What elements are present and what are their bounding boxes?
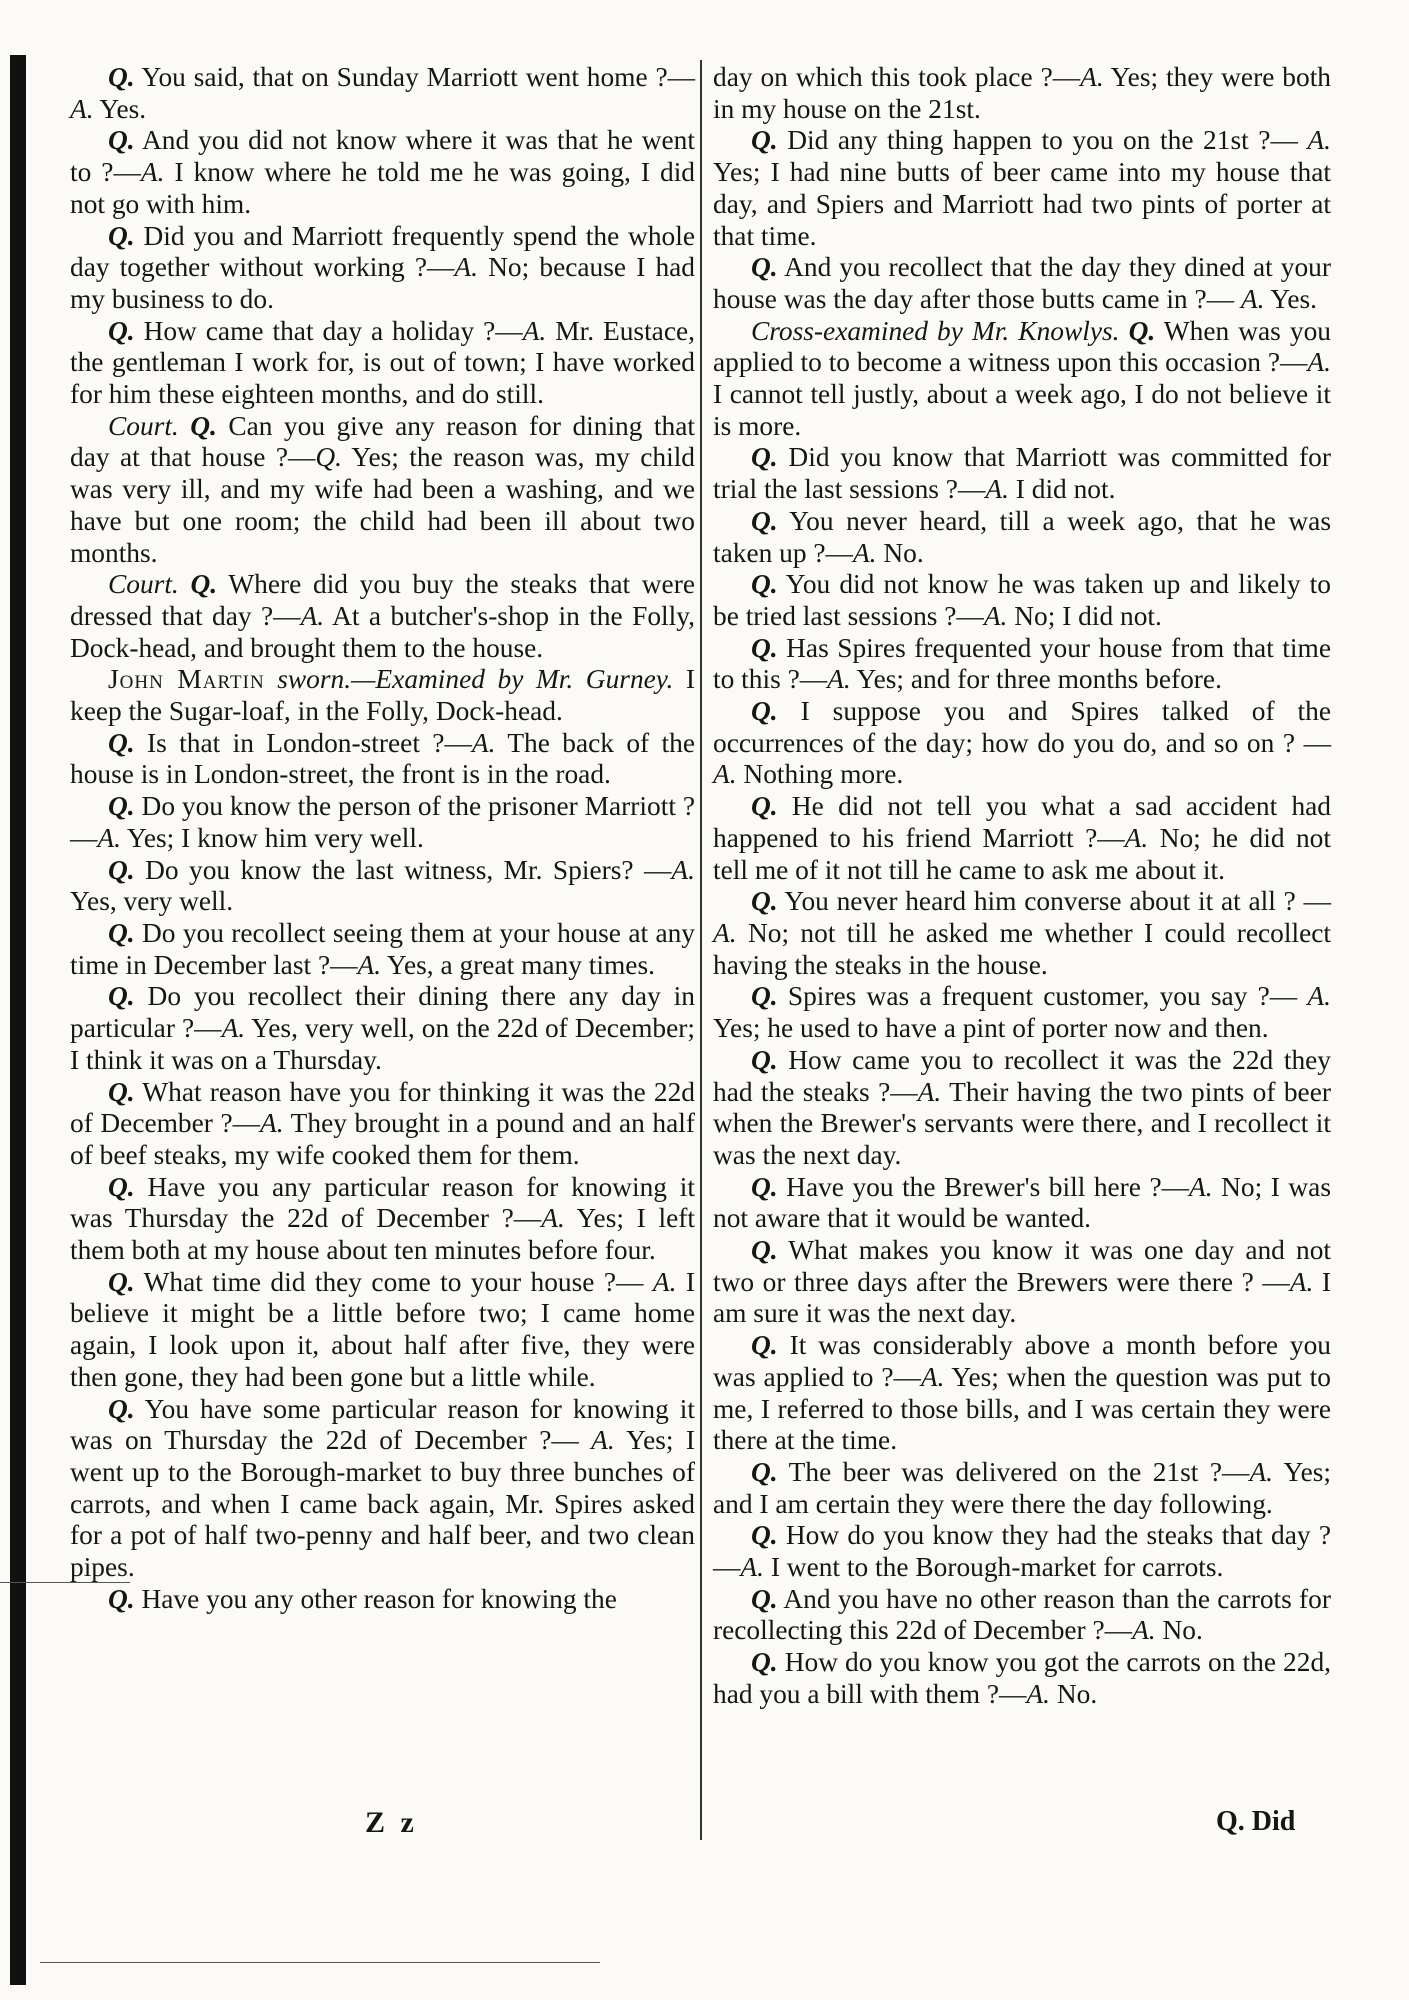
answer-text: Yes; when the question was put to me, I referred to those bills, and I was certain they were there at the time.: [713, 1361, 1331, 1456]
question-text: He did not tell you what a sad accident had happened to his friend Marriott ?—: [713, 791, 1331, 853]
answer-mark: A.: [740, 1552, 764, 1583]
answer-mark: A.: [300, 600, 325, 631]
testimony-paragraph: [713, 442, 1331, 505]
right-column: [713, 62, 1331, 1711]
question-mark: Q.: [108, 1583, 135, 1614]
continued-text: day on which this took place ?—: [713, 62, 1081, 92]
question-mark: Q.: [108, 917, 135, 948]
question-mark: Q.: [751, 1044, 778, 1075]
answer-text: At a butcher's-shop in the Folly, Dock-head, and brought them to the house.: [70, 600, 695, 663]
testimony-paragraph: [70, 664, 695, 727]
answer-text: I did not.: [1008, 474, 1116, 505]
answer-mark: A.: [140, 157, 165, 188]
answer-mark: A.: [713, 759, 737, 790]
question-text: It was considerably above a month before you was applied to ?—: [713, 1330, 1331, 1392]
question-text: Can you give any reason for dining that day at that house ?—: [70, 410, 695, 473]
testimony-paragraph: [70, 728, 695, 791]
question-mark: Q.: [108, 220, 135, 251]
question-text: Have you the Brewer's bill here ?—: [777, 1171, 1190, 1202]
question-mark: Q.: [108, 315, 135, 346]
answer-text: Yes; they were both in my house on the 21st.: [713, 62, 1331, 124]
answer-mark: A.: [1307, 981, 1331, 1012]
answer-text: Yes; I left them both at my house about ten minutes before four.: [70, 1203, 695, 1266]
testimony-paragraph: [713, 1330, 1331, 1457]
answer-mark: A.: [985, 474, 1009, 505]
answer-mark: A.: [1240, 283, 1265, 314]
question-text: What makes you know it was one day and not two or three days after the Brewers were there ? —: [713, 1235, 1331, 1297]
question-mark: Q.: [751, 505, 778, 536]
question-mark: Q.: [108, 125, 135, 156]
testimony-paragraph: [713, 316, 1331, 443]
testimony-paragraph: [713, 1647, 1331, 1710]
question-mark: Q.: [751, 981, 778, 1012]
answer-mark: A.: [1289, 1266, 1314, 1297]
answer-mark: A.: [1080, 62, 1104, 92]
answer-mark: A.: [713, 917, 737, 948]
testimony-paragraph: [713, 1235, 1331, 1330]
testimony-paragraph: [713, 1172, 1331, 1235]
answer-text: I cannot tell justly, about a week ago, I do not believe it is more.: [713, 379, 1331, 441]
question-text: How came you to recollect it was the 22d they had the steaks ?—: [713, 1044, 1331, 1107]
question-mark: Q.: [751, 791, 778, 822]
testimony-paragraph: [70, 981, 695, 1076]
question-text: When was you applied to to become a witness upon this occasion ?—: [713, 315, 1331, 378]
answer-mark: A.: [827, 664, 851, 695]
answer-mark: A.: [1124, 822, 1149, 853]
testimony-paragraph: [713, 569, 1331, 632]
answer-text: Yes.: [93, 93, 147, 124]
answer-text: No; I was not aware that it would be wanted.: [713, 1171, 1331, 1234]
answer-text: No.: [1155, 1615, 1203, 1646]
question-text: What time did they come to your house ?—: [134, 1266, 653, 1297]
testimony-paragraph: [713, 981, 1331, 1044]
question-text: How came that day a holiday ?—: [134, 315, 523, 346]
testimony-paragraph: [713, 633, 1331, 696]
testimony-paragraph: [713, 1584, 1331, 1647]
answer-text: Yes; the reason was, my child was very ill, and my wife had been a washing, and we have but one room; the child had been ill about two months.: [70, 442, 695, 568]
left-column: [70, 62, 695, 1615]
question-mark: Q.: [751, 125, 778, 156]
speaker-label: Court.: [108, 569, 179, 600]
question-text: Did any thing happen to you on the 21st ?—: [777, 125, 1308, 156]
question-mark: Q.: [108, 727, 135, 758]
answer-text: Their having the two pints of beer when the Brewer's servants were there, and I recollect it was the next day.: [713, 1076, 1331, 1170]
question-text: You said, that on Sunday Marriott went home ?—: [134, 62, 695, 92]
question-text: You have some particular reason for knowing it was on Thursday the 22d of December ?—: [70, 1393, 695, 1456]
question-mark: Q.: [751, 632, 778, 663]
answer-text: No.: [876, 537, 924, 568]
question-mark: Q.: [751, 696, 778, 727]
question-mark: Q.: [190, 410, 217, 441]
answer-mark: A.: [983, 600, 1008, 631]
answer-mark: A.: [1132, 1615, 1156, 1646]
answer-text: No; because I had my business to do.: [70, 252, 696, 314]
answer-mark: A.: [260, 1108, 284, 1139]
answer-mark: A.: [471, 727, 496, 758]
testimony-paragraph: [70, 1584, 695, 1616]
testimony-paragraph: [70, 791, 695, 854]
testimony-paragraph: [70, 855, 695, 918]
testimony-paragraph: [70, 1172, 695, 1267]
answer-text: The back of the house is in London-street, the front is in the road.: [70, 727, 695, 790]
testimony-paragraph: [713, 886, 1331, 981]
question-mark: Q.: [751, 886, 778, 917]
question-mark: Q.: [108, 981, 135, 1012]
question-text: Spires was a frequent customer, you say ?—: [777, 981, 1308, 1012]
answer-mark: A.: [70, 93, 94, 124]
question-text: Is that in London-street ?—: [134, 727, 472, 758]
answer-text: Yes, very well, on the 22d of December; I think it was on a Thursday.: [70, 1013, 695, 1075]
answer-text: I am sure it was the next day.: [713, 1266, 1331, 1329]
answer-mark: A.: [541, 1203, 565, 1234]
answer-text: Yes.: [1264, 283, 1318, 314]
question-text: You did not know he was taken up and likely to be tried last sessions ?—: [713, 569, 1331, 631]
answer-mark: A.: [97, 822, 121, 853]
question-mark: Q.: [751, 1171, 778, 1202]
answer-mark: A.: [917, 1076, 942, 1107]
question-mark: Q.: [751, 1456, 778, 1487]
question-mark: Q.: [751, 1647, 778, 1678]
answer-text: Yes; and for three months before.: [850, 664, 1222, 695]
speaker-label: Court.: [108, 410, 179, 441]
answer-mark: A.: [920, 1361, 945, 1392]
question-text: And you recollect that the day they dined at your house was the day after those butts came in ?—: [713, 252, 1331, 314]
answer-text: No; not till he asked me whether I could recollect having the steaks in the house.: [713, 917, 1331, 980]
testimony-paragraph: [713, 1045, 1331, 1172]
question-mark: Q.: [751, 569, 778, 600]
binding-edge: [10, 55, 26, 1985]
answer-mark: A.: [1249, 1456, 1274, 1487]
question-text: You never heard him converse about it at all ? —: [777, 886, 1331, 917]
testimony-paragraph: [713, 125, 1331, 252]
testimony-paragraph: [70, 569, 695, 664]
answer-mark: A.: [221, 1013, 246, 1044]
testimony-paragraph: [713, 1520, 1331, 1583]
answer-text: Yes; I went up to the Borough-market to buy three bunches of carrots, and when I came back again, Mr. Spires asked for a pot of half two-penny and half beer, and two clean pipes.: [70, 1425, 696, 1583]
scan-line: [40, 1962, 600, 1963]
answer-text: I believe it might be a little before two; I came home again, I look upon it, about half after five, they were then gone, they had been gone but a little while.: [70, 1266, 695, 1392]
answer-mark: A.: [1307, 347, 1331, 378]
question-mark: Q.: [108, 1266, 135, 1297]
answer-text: Nothing more.: [736, 759, 904, 790]
answer-mark: A.: [522, 315, 547, 346]
testimony-paragraph: [70, 221, 695, 316]
witness-name: John Martin: [108, 664, 265, 695]
testimony-paragraph: [70, 1394, 695, 1584]
testimony-paragraph: [713, 252, 1331, 315]
answer-mark: A.: [1189, 1171, 1213, 1202]
testimony-paragraph: [713, 62, 1331, 125]
question-mark: Q.: [190, 569, 218, 600]
answer-text: I know where he told me he was going, I did not go with him.: [70, 157, 696, 219]
testimony-paragraph: [70, 1077, 695, 1172]
answer-text: I keep the Sugar-loaf, in the Folly, Dock-head.: [70, 664, 695, 727]
answer-text: Yes, a great many times.: [381, 949, 655, 980]
question-text: Where did you buy the steaks that were dressed that day ?—: [70, 569, 695, 631]
answer-mark: A.: [1307, 125, 1331, 156]
answer-text: Mr. Eustace, the gentleman I work for, is out of town; I have worked for him these eighteen months, and do still.: [70, 315, 695, 410]
answer-mark: A.: [671, 854, 695, 885]
answer-text: No.: [1050, 1678, 1098, 1709]
question-text: Have you any other reason for knowing the: [134, 1583, 617, 1614]
question-mark: Q.: [1128, 315, 1156, 346]
question-text: Do you know the person of the prisoner Marriott ?—: [70, 791, 695, 853]
question-text: Do you know the last witness, Mr. Spiers? —: [134, 854, 672, 885]
question-text: How do you know you got the carrots on the 22d, had you a bill with them ?—: [713, 1647, 1331, 1709]
question-text: The beer was delivered on the 21st ?—: [777, 1456, 1250, 1487]
question-text: Have you any particular reason for knowing it was Thursday the 22d of December ?—: [70, 1171, 695, 1234]
question-mark: Q.: [751, 252, 778, 283]
testimony-paragraph: [70, 125, 695, 220]
answer-text: Yes; I had nine butts of beer came into my house that day, and Spiers and Marriott had two pints of porter at that time.: [713, 157, 1331, 251]
question-text: Has Spires frequented your house from that time to this ?—: [713, 632, 1331, 695]
signature-mark: Z z: [365, 1806, 418, 1839]
question-mark: Q.: [108, 62, 135, 92]
question-mark: Q.: [751, 1330, 778, 1361]
question-text: Did you know that Marriott was committed for trial the last sessions ?—: [713, 442, 1331, 505]
testimony-paragraph: [713, 1457, 1331, 1520]
sworn-note: sworn.—Examined by Mr. Gurney.: [264, 664, 674, 695]
answer-text: Yes; and I am certain they were there the day following.: [713, 1456, 1331, 1519]
answer-mark: A.: [652, 1266, 677, 1297]
answer-text: I went to the Borough-market for carrots.: [763, 1552, 1224, 1583]
question-text: I suppose you and Spires talked of the occurrences of the day; how do you do, and so on ? —: [713, 696, 1331, 758]
question-mark: Q.: [108, 791, 135, 822]
question-text: Do you recollect seeing them at your house at any time in December last ?—: [70, 917, 695, 980]
answer-text: No; he did not tell me of it not till he came to ask me about it.: [713, 822, 1331, 885]
answer-text: Yes; I know him very well.: [120, 822, 424, 853]
answer-mark: Q.: [315, 442, 343, 473]
question-mark: Q.: [108, 1171, 135, 1202]
catchword: Q. Did: [1216, 1806, 1296, 1837]
testimony-paragraph: [70, 1267, 695, 1394]
question-mark: Q.: [751, 1520, 778, 1551]
testimony-paragraph: [70, 62, 695, 125]
testimony-paragraph: [713, 696, 1331, 791]
answer-text: Yes; he used to have a pint of porter now and then.: [713, 1013, 1269, 1044]
answer-text: Yes, very well.: [70, 886, 234, 917]
question-text: What reason have you for thinking it was the 22d of December ?—: [70, 1076, 695, 1139]
question-mark: Q.: [108, 1076, 135, 1107]
column-divider: [700, 60, 702, 1840]
question-mark: Q.: [751, 1583, 778, 1614]
question-mark: Q.: [751, 1235, 778, 1266]
answer-mark: A.: [1026, 1678, 1051, 1709]
question-text: And you did not know where it was that he went to ?—: [70, 125, 695, 188]
testimony-paragraph: [70, 411, 695, 570]
question-text: Do you recollect their dining there any day in particular ?—: [70, 981, 695, 1044]
question-text: Did you and Marriott frequently spend the whole day together without working ?—: [70, 220, 695, 283]
question-mark: Q.: [108, 1393, 135, 1424]
testimony-paragraph: [70, 316, 695, 411]
answer-mark: A.: [852, 537, 877, 568]
answer-mark: A.: [357, 949, 382, 980]
question-mark: Q.: [751, 442, 778, 473]
question-text: How do you know they had the steaks that day ?—: [713, 1520, 1331, 1583]
scan-line: [0, 1582, 130, 1583]
testimony-paragraph: [713, 506, 1331, 569]
testimony-paragraph: [70, 918, 695, 981]
question-text: And you have no other reason than the carrots for recollecting this 22d of December ?—: [713, 1583, 1331, 1646]
speaker-label: Cross-examined by Mr. Knowlys.: [751, 315, 1120, 346]
answer-text: No; I did not.: [1007, 600, 1162, 631]
answer-mark: A.: [454, 252, 478, 283]
testimony-paragraph: [713, 791, 1331, 886]
question-mark: Q.: [108, 854, 135, 885]
question-text: You never heard, till a week ago, that he was taken up ?—: [713, 505, 1331, 568]
answer-text: They brought in a pound and an half of beef steaks, my wife cooked them for them.: [70, 1108, 695, 1170]
answer-mark: A.: [591, 1425, 615, 1456]
